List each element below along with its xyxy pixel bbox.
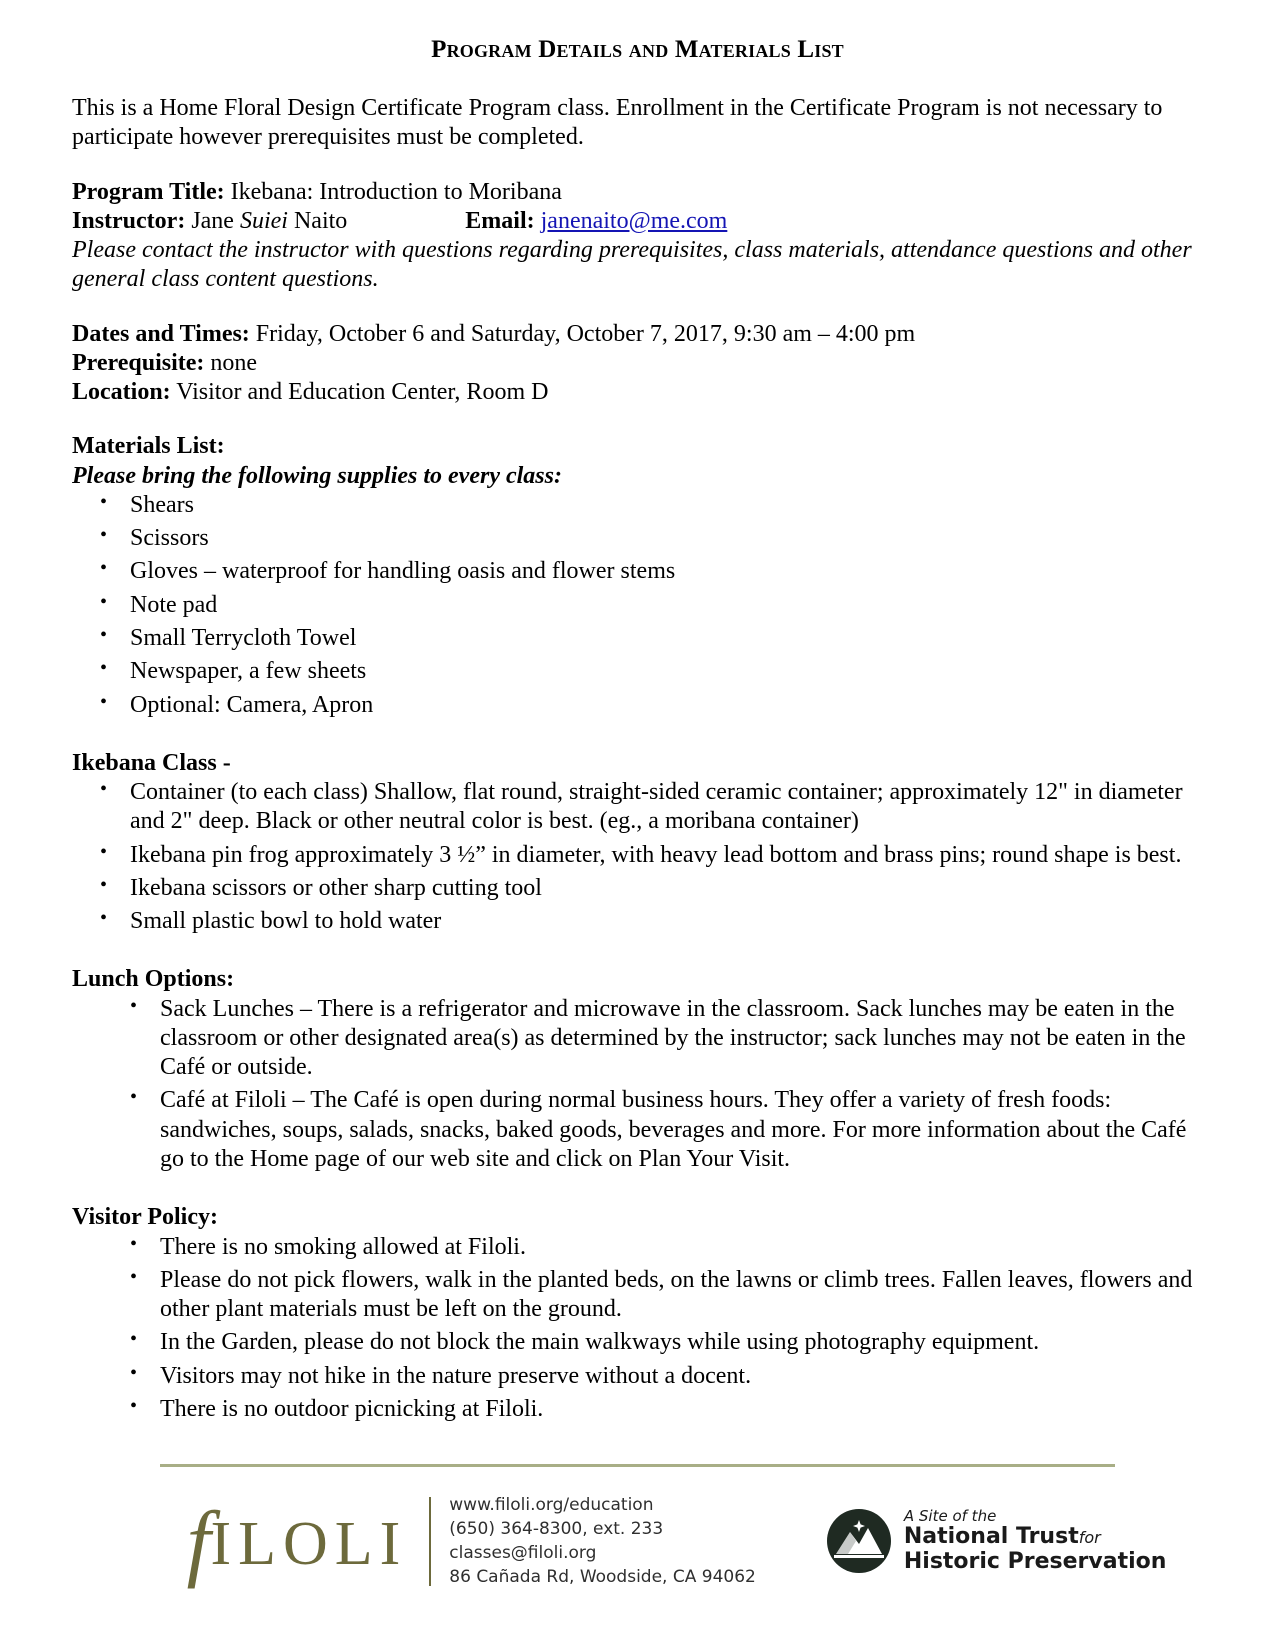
spacer (72, 724, 1203, 749)
list-item: • Gloves – waterproof for handling oasis and flower stems (72, 557, 1203, 586)
footer-divider-rule (160, 1464, 1115, 1467)
spacer (72, 940, 1203, 965)
program-title-line (72, 178, 1203, 207)
contact-note: Please contact the instructor with questions regarding prerequisites, class materials, attendance questions and other general class content questions. (72, 237, 1192, 293)
instructor-email-link[interactable]: janenaito@me.com (540, 207, 728, 234)
list-item: • Newspaper, a few sheets (72, 657, 1203, 686)
list-item: • Ikebana scissors or other sharp cutting tool (72, 874, 1203, 903)
lunch-options-list (72, 995, 1203, 1175)
national-trust-line2: National Trust (903, 1524, 1079, 1550)
list-item: • There is no outdoor picnicking at Filoli. (72, 1395, 1203, 1424)
list-item: • Container (to each class) Shallow, flat round, straight-sided ceramic container; approximately 12" in diameter and 2" deep. Black or other neutral color is best. (eg., a moribana container) (72, 778, 1203, 837)
footer-phone: (650) 364-8300, ext. 233 (449, 1519, 664, 1540)
visitor-policy-heading: Visitor Policy: (72, 1204, 218, 1231)
visitor-policy-list (72, 1233, 1203, 1425)
vertical-divider (429, 1497, 431, 1586)
instructor-line (72, 207, 1203, 236)
ikebana-class-list (72, 778, 1203, 936)
list-item: • Scissors (72, 524, 1203, 553)
intro-paragraph: This is a Home Floral Design Certificate Program class. Enrollment in the Certificate Program is not necessary to participate however prerequisites must be completed. (72, 95, 1163, 151)
filoli-logo (109, 1493, 430, 1590)
materials-subheading: Please bring the following supplies to every class: (72, 462, 562, 489)
list-item: • In the Garden, please do not block the main walkways while using photography equipment. (72, 1328, 1203, 1357)
program-title-value: Ikebana: Introduction to Moribana (224, 178, 562, 205)
list-item: • Shears (72, 491, 1203, 520)
program-title-label: Program Title: (72, 178, 225, 205)
spacer (72, 295, 1203, 320)
spacer (72, 407, 1203, 432)
list-item: • Please do not pick flowers, walk in the planted beds, on the lawns or climb trees. Fallen leaves, flowers and other plant materials must be left on the ground. (72, 1266, 1203, 1325)
instructor-label: Instructor: (72, 207, 186, 234)
dates-value: Friday, October 6 and Saturday, October 7, 2017, 9:30 am – 4:00 pm (249, 320, 916, 347)
filoli-logo-f: f (186, 1493, 211, 1590)
ikebana-class-heading: Ikebana Class - (72, 749, 231, 776)
prerequisite-label: Prerequisite: (72, 349, 205, 376)
spacer (72, 1178, 1203, 1203)
lunch-options-heading: Lunch Options: (72, 966, 235, 993)
spacer (72, 153, 1203, 178)
instructor-first: Jane (185, 207, 240, 234)
materials-list (72, 491, 1203, 720)
list-item: • Note pad (72, 591, 1203, 620)
location-label: Location: (72, 379, 171, 406)
dates-line (72, 320, 1203, 349)
filoli-logo-rest: ILOLI (210, 1510, 408, 1579)
national-trust-line1: A Site of the (903, 1507, 997, 1526)
national-trust-line3: Historic Preservation (903, 1548, 1167, 1574)
email-label: Email: (465, 207, 535, 234)
list-item: • Sack Lunches – There is a refrigerator and microwave in the classroom. Sack lunches may be eaten in the classroom or other designated area(s) as determined by the instructor; sack lunches may not be eaten in the Café or outside. (72, 995, 1203, 1083)
location-line (72, 378, 1203, 407)
footer-email[interactable]: classes@filoli.org (449, 1543, 597, 1564)
page-footer (72, 1464, 1203, 1610)
national-trust-for: for (1078, 1528, 1101, 1548)
materials-heading: Materials List: (72, 433, 225, 460)
list-item: • Optional: Camera, Apron (72, 691, 1203, 720)
instructor-last: Naito (287, 207, 348, 234)
page-title: Program Details and Materials List (431, 36, 844, 63)
list-item: • Ikebana pin frog approximately 3 ½” in diameter, with heavy lead bottom and brass pins; round shape is best. (72, 841, 1203, 870)
location-value: Visitor and Education Center, Room D (170, 379, 549, 406)
footer-contact-block (449, 1493, 756, 1590)
list-item: • Café at Filoli – The Café is open during normal business hours. They offer a variety of fresh foods: sandwiches, soups, salads, snacks, baked goods, beverages and more. For more information about the Café go to the Home page of our web site and click on Plan Your Visit. (72, 1086, 1203, 1174)
list-item: • There is no smoking allowed at Filoli. (72, 1233, 1203, 1262)
national-trust-block (826, 1508, 1167, 1574)
national-trust-wordmark (904, 1508, 1167, 1574)
prerequisite-value: none (204, 349, 258, 376)
national-trust-icon (826, 1508, 892, 1574)
dates-label: Dates and Times: (72, 320, 250, 347)
prerequisite-line (72, 349, 1203, 378)
footer-address: 86 Cañada Rd, Woodside, CA 94062 (449, 1567, 756, 1588)
list-item: • Visitors may not hike in the nature preserve without a docent. (72, 1362, 1203, 1391)
instructor-middle: Suiei (239, 207, 288, 234)
footer-website[interactable]: www.filoli.org/education (449, 1495, 654, 1516)
list-item: • Small Terrycloth Towel (72, 624, 1203, 653)
list-item: • Small plastic bowl to hold water (72, 907, 1203, 936)
